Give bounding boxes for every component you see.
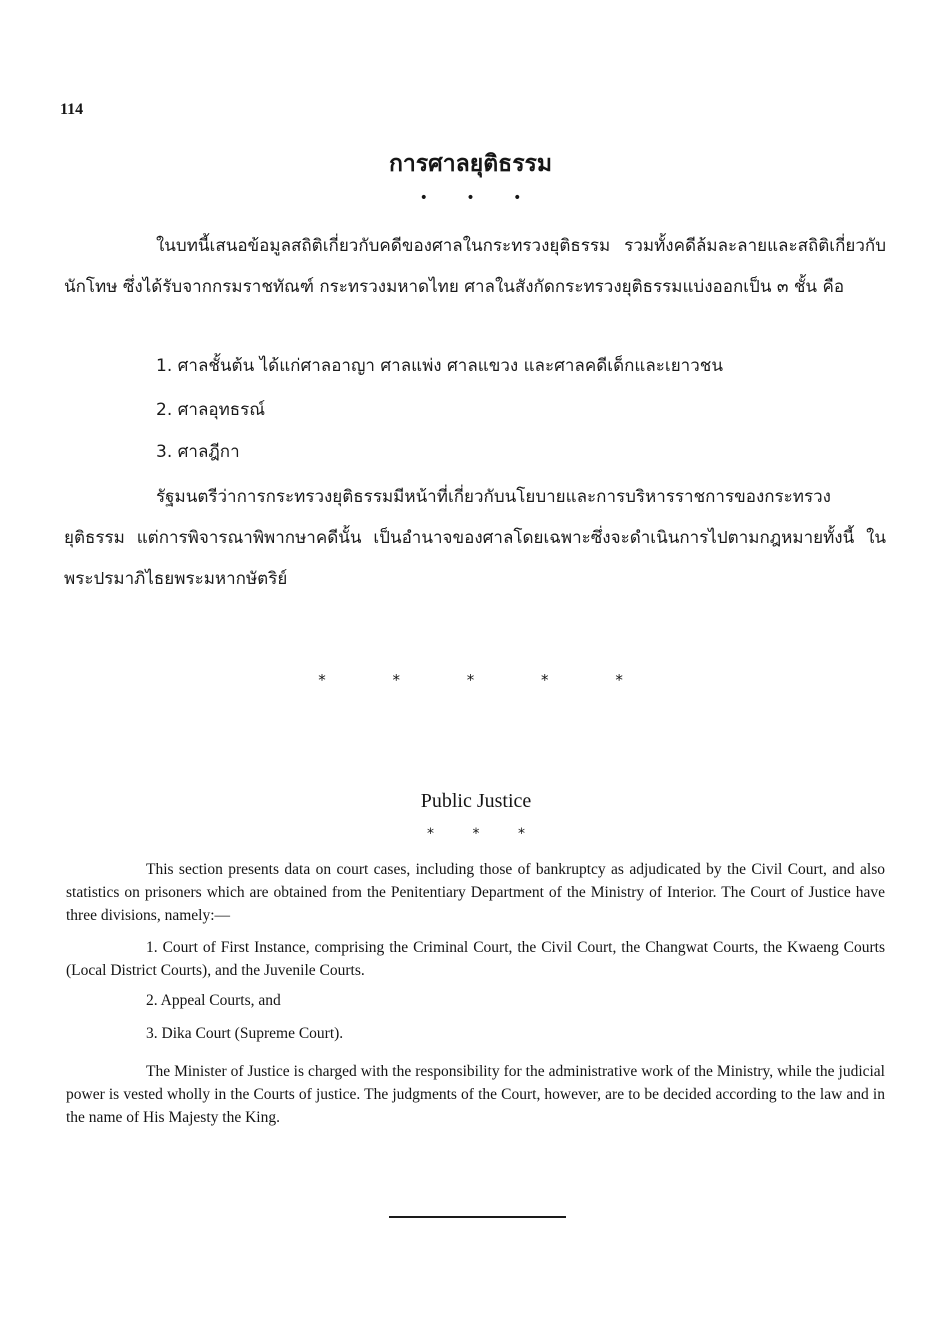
separator-dot: • xyxy=(419,190,428,206)
thai-closing-paragraph: รัฐมนตรีว่าการกระทรวงยุติธรรมมีหน้าที่เกี่ยวกับนโยบายและการบริหารราชการของกระทรวงยุติธรรม แต่การพิจารณาพิพากษาคดีนั้น เป็นอำนาจของศาลโดยเฉพาะซึ่งจะดำเนินการไปตามกฎหมายทั้งนี้ ในพระปรมาภิไธยพระมหากษัตริย์ xyxy=(64,487,886,589)
separator-star: * xyxy=(427,826,435,842)
thai-list-item-1: 1. ศาลชั้นต้น ได้แก่ศาลอาญา ศาลแพ่ง ศาลแขวง และศาลคดีเด็กและเยาวชน xyxy=(156,356,723,376)
thai-list-item-2: 2. ศาลอุทธรณ์ xyxy=(156,400,266,420)
section-break xyxy=(0,671,941,689)
closing-rule xyxy=(389,1216,566,1218)
english-list-item-2: 2. Appeal Courts, and xyxy=(146,992,281,1009)
separator-dot: • xyxy=(513,190,522,206)
english-closing-paragraph: The Minister of Justice is charged with the responsibility for the administrative work of the Ministry, while the judicial power is vested wholly in the Courts of justice. The judgments of the Court, however, are to be decided according to the law and in the name of His Majesty the King. xyxy=(66,1063,885,1126)
section-break-star: * xyxy=(318,671,326,689)
english-intro-paragraph: This section presents data on court cases, including those of bankruptcy as adjudicated by the Civil Court, and also statistics on prisoners which are obtained from the Penitentiary Department of the Ministry of Interior. The Court of Justice have three divisions, namely:— xyxy=(66,861,885,924)
thai-intro-paragraph: ในบทนี้เสนอข้อมูลสถิติเกี่ยวกับคดีของศาลในกระทรวงยุติธรรม รวมทั้งคดีล้มละลายและสถิติเกี่ยวกับนักโทษ ซึ่งได้รับจากกรมราชทัณฑ์ กระทรวงมหาดไทย ศาลในสังกัดกระทรวงยุติธรรมแบ่งออกเป็น ๓ ชั้น คือ xyxy=(64,236,886,297)
section-break-star: * xyxy=(392,671,400,689)
english-list-item-1: 1. Court of First Instance, comprising the Criminal Court, the Civil Court, the Changwat Courts, the Kwaeng Courts (Local District Courts), and the Juvenile Courts. xyxy=(66,939,885,979)
section-break-star: * xyxy=(541,671,549,689)
section-break-star: * xyxy=(466,671,475,689)
section-break-star: * xyxy=(615,671,623,689)
separator-star: * xyxy=(472,826,480,842)
thai-title-separator xyxy=(0,190,941,206)
english-title-separator xyxy=(0,826,941,842)
separator-dot: • xyxy=(466,190,475,206)
english-list-item-3: 3. Dika Court (Supreme Court). xyxy=(146,1025,344,1042)
thai-section-title: การศาลยุติธรรม xyxy=(388,151,553,177)
english-section-title: Public Justice xyxy=(420,790,532,812)
page-number: 114 xyxy=(60,101,84,118)
separator-star: * xyxy=(517,826,525,842)
thai-list-item-3: 3. ศาลฎีกา xyxy=(156,442,240,462)
